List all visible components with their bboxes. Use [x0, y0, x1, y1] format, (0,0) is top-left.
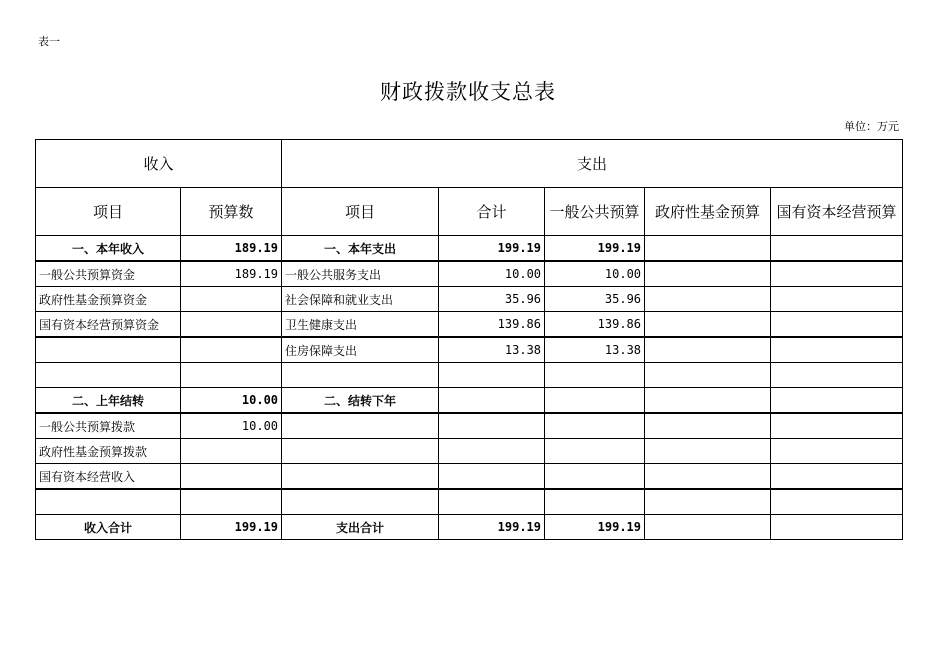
unit-label: 单位：万元	[844, 120, 899, 133]
income-value-cell: 10.00	[181, 413, 282, 439]
col-income-item: 项目	[36, 188, 181, 236]
state-budget-cell	[771, 439, 903, 464]
income-item-cell: 一、本年收入	[36, 236, 181, 262]
expense-item-cell	[282, 363, 439, 388]
table-row	[36, 337, 903, 363]
expense-item-cell: 社会保障和就业支出	[282, 287, 439, 312]
income-value-cell	[181, 287, 282, 312]
fund-budget-cell	[645, 287, 771, 312]
income-value-cell	[181, 312, 282, 338]
total-cell: 35.96	[439, 287, 545, 312]
income-item-cell: 政府性基金预算拨款	[36, 439, 181, 464]
expense-item-cell: 一、本年支出	[282, 236, 439, 262]
general-budget-cell: 199.19	[545, 515, 645, 540]
general-budget-cell	[545, 489, 645, 515]
fund-budget-cell	[645, 515, 771, 540]
state-budget-cell	[771, 363, 903, 388]
table-number-label: 表一	[38, 35, 60, 48]
total-cell	[439, 439, 545, 464]
income-item-cell: 国有资本经营收入	[36, 464, 181, 490]
page-title: 财政拨款收支总表	[380, 80, 556, 104]
fund-budget-cell	[645, 337, 771, 363]
income-value-cell: 199.19	[181, 515, 282, 540]
income-item-cell	[36, 337, 181, 363]
col-expense-item: 项目	[282, 188, 439, 236]
general-budget-cell	[545, 464, 645, 490]
general-budget-cell: 35.96	[545, 287, 645, 312]
general-budget-cell: 139.86	[545, 312, 645, 338]
income-value-cell	[181, 439, 282, 464]
income-item-cell: 政府性基金预算资金	[36, 287, 181, 312]
fund-budget-cell	[645, 413, 771, 439]
fund-budget-cell	[645, 439, 771, 464]
table-row	[36, 439, 903, 464]
col-general-budget: 一般公共预算	[545, 188, 645, 236]
income-item-cell: 一般公共预算资金	[36, 261, 181, 287]
total-cell	[439, 489, 545, 515]
income-value-cell: 189.19	[181, 261, 282, 287]
expense-item-cell: 住房保障支出	[282, 337, 439, 363]
expense-item-cell	[282, 489, 439, 515]
general-budget-cell	[545, 363, 645, 388]
total-cell: 199.19	[439, 236, 545, 262]
state-budget-cell	[771, 236, 903, 262]
total-cell: 139.86	[439, 312, 545, 338]
table-row	[36, 515, 903, 540]
fund-budget-cell	[645, 312, 771, 338]
income-header: 收入	[36, 140, 282, 188]
income-item-cell: 二、上年结转	[36, 388, 181, 414]
expense-item-cell	[282, 413, 439, 439]
income-value-cell	[181, 337, 282, 363]
income-value-cell	[181, 363, 282, 388]
total-cell	[439, 464, 545, 490]
state-budget-cell	[771, 388, 903, 414]
income-value-cell	[181, 489, 282, 515]
general-budget-cell	[545, 388, 645, 414]
fund-budget-cell	[645, 236, 771, 262]
income-item-cell: 国有资本经营预算资金	[36, 312, 181, 338]
state-budget-cell	[771, 464, 903, 490]
income-value-cell	[181, 464, 282, 490]
fund-budget-cell	[645, 489, 771, 515]
table-row	[36, 363, 903, 388]
fund-budget-cell	[645, 363, 771, 388]
expense-header: 支出	[282, 140, 903, 188]
fund-budget-cell	[645, 464, 771, 490]
total-cell	[439, 413, 545, 439]
state-budget-cell	[771, 489, 903, 515]
income-item-cell	[36, 363, 181, 388]
total-cell: 10.00	[439, 261, 545, 287]
header-row-2	[36, 188, 903, 236]
table-row	[36, 261, 903, 287]
state-budget-cell	[771, 413, 903, 439]
table-row	[36, 287, 903, 312]
total-cell	[439, 363, 545, 388]
total-cell: 199.19	[439, 515, 545, 540]
fund-budget-cell	[645, 261, 771, 287]
general-budget-cell: 10.00	[545, 261, 645, 287]
total-cell	[439, 388, 545, 414]
col-fund-budget: 政府性基金预算	[645, 188, 771, 236]
table-row	[36, 464, 903, 490]
income-item-cell: 收入合计	[36, 515, 181, 540]
income-value-cell: 10.00	[181, 388, 282, 414]
general-budget-cell: 13.38	[545, 337, 645, 363]
state-budget-cell	[771, 337, 903, 363]
col-total: 合计	[439, 188, 545, 236]
total-cell: 13.38	[439, 337, 545, 363]
table-row	[36, 236, 903, 262]
income-value-cell: 189.19	[181, 236, 282, 262]
table-row	[36, 388, 903, 414]
expense-item-cell: 卫生健康支出	[282, 312, 439, 338]
general-budget-cell	[545, 439, 645, 464]
income-item-cell: 一般公共预算拨款	[36, 413, 181, 439]
expense-item-cell: 一般公共服务支出	[282, 261, 439, 287]
expense-item-cell: 二、结转下年	[282, 388, 439, 414]
table-row	[36, 413, 903, 439]
state-budget-cell	[771, 287, 903, 312]
expense-item-cell	[282, 439, 439, 464]
col-budget: 预算数	[181, 188, 282, 236]
state-budget-cell	[771, 312, 903, 338]
budget-summary-table	[35, 139, 903, 540]
fund-budget-cell	[645, 388, 771, 414]
table-row	[36, 489, 903, 515]
expense-item-cell: 支出合计	[282, 515, 439, 540]
expense-item-cell	[282, 464, 439, 490]
state-budget-cell	[771, 515, 903, 540]
general-budget-cell: 199.19	[545, 236, 645, 262]
col-state-capital-budget: 国有资本经营预算	[771, 188, 903, 236]
state-budget-cell	[771, 261, 903, 287]
header-row-1	[36, 140, 903, 188]
income-item-cell	[36, 489, 181, 515]
table-row	[36, 312, 903, 338]
general-budget-cell	[545, 413, 645, 439]
